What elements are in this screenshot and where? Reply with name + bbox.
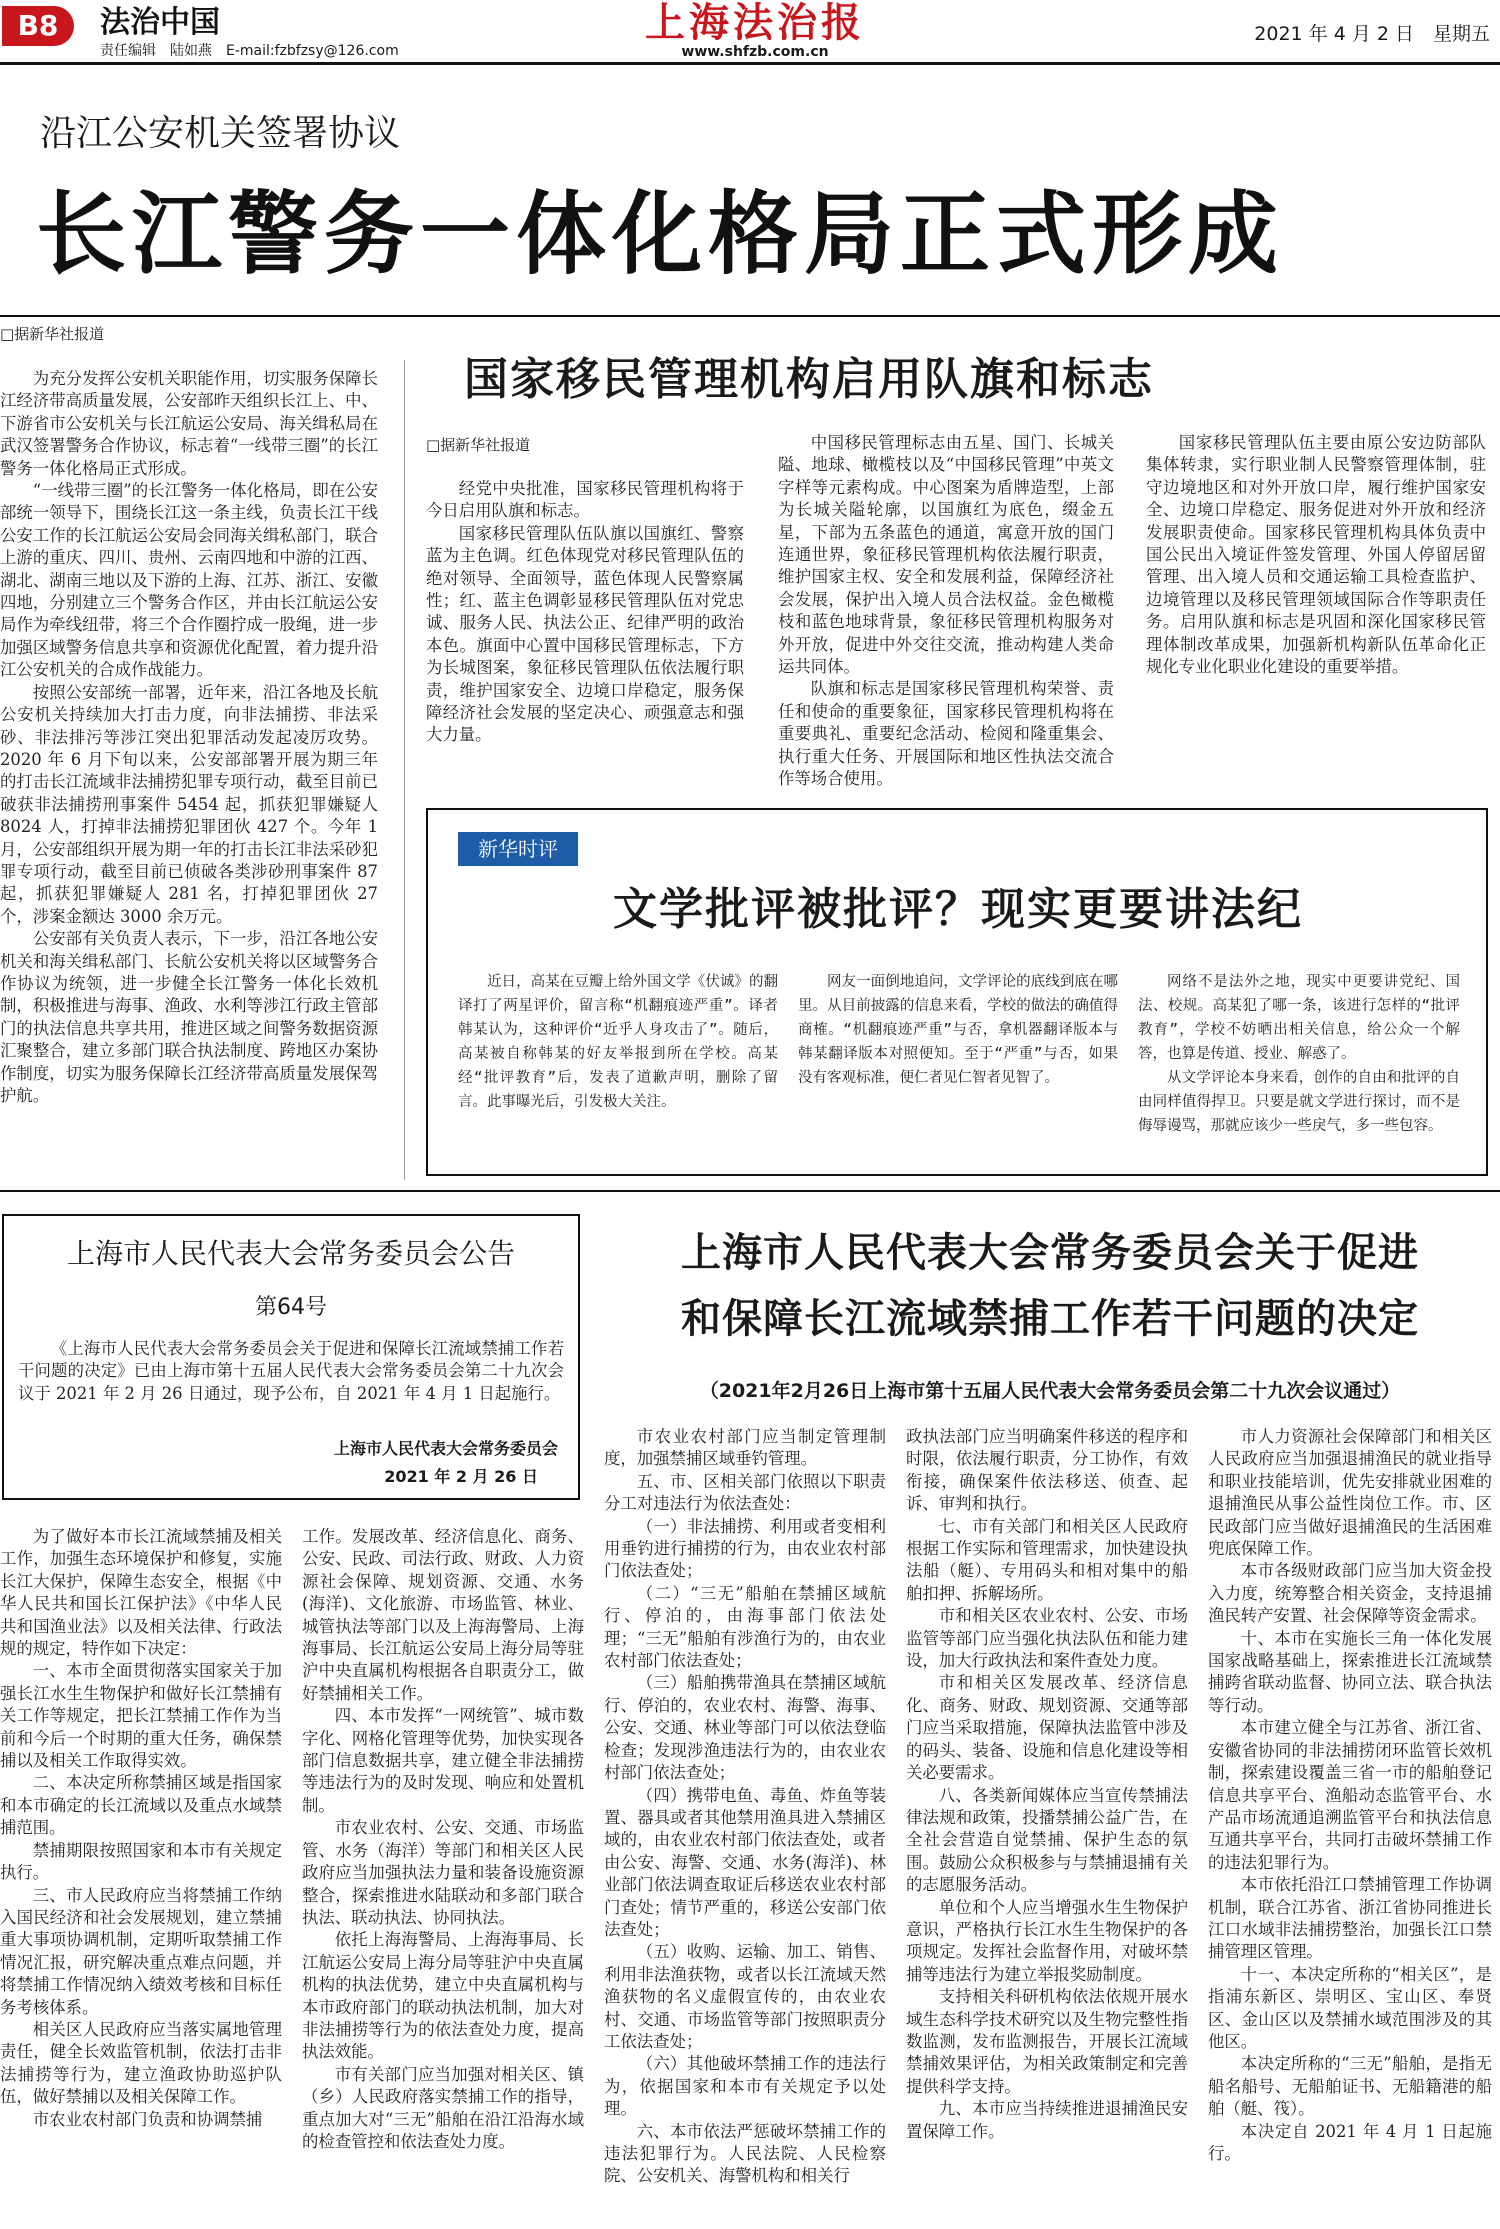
decision-paragraph: 本决定所称的“三无”船舶，是指无船名船号、无船舶证书、无船籍港的船舶（艇、筏）。 (1208, 2054, 1492, 2119)
decision-paragraph: 八、各类新闻媒体应当宣传禁捕法律法规和政策，投播禁捕公益广告，在全社会营造自觉禁捕、保护生态的氛围。鼓励公众积极参与与禁捕退捕有关的志愿服务活动。 (906, 1785, 1188, 1895)
lead-paragraph: “一线带三圈”的长江警务一体化格局，即在公安部统一领导下，围绕长江这一条主线，负责长江干线公安工作的长江航运公安局会同海关缉私部门，联合上游的重庆、四川、贵州、云南四地和中游的江西、湖北、湖南三地以及下游的上海、江苏、浙江、安徽四地，分别建立三个警务合作区，并由长江航运公安局作为牵线纽带，将三个合作圈拧成一股绳，进一步加强区域警务信息共享和资源优化配置，着力提升沿江公安机关的合成作战能力。 (0, 481, 378, 680)
announcement-text: 《上海市人民代表大会常务委员会关于促进和保障长江流域禁捕工作若干问题的决定》已由上海市第十五届人民代表大会常务委员会第二十九次会议于 2021 年 2 月 26 日通过，现予公布，自 2021 年 4 月 1 日起施行。 (18, 1339, 564, 1403)
commentary-col-1 (458, 970, 778, 1166)
immigration-paragraph: 国家移民管理队伍队旗以国旗红、警察蓝为主色调。红色体现党对移民管理队伍的绝对领导、全面领导，蓝色体现人民警察属性；红、蓝主色调彰显移民管理队伍对党忠诚、服务人民、执法公正、纪律严明的政治本色。旗面中心置中国移民管理标志，下方为长城图案，象征移民管理队伍依法履行职责，维护国家安全、边境口岸稳定，服务保障经济社会发展的坚定决心、顽强意志和强大力量。 (426, 523, 744, 745)
lead-paragraph: 为充分发挥公安机关职能作用，切实服务保障长江经济带高质量发展，公安部昨天组织长江上、中、下游省市公安机关与长江航运公安局、海关缉私局在武汉签署警务合作协议，标志着“一线带三圈”的长江警务一体化格局正式形成。 (0, 369, 378, 478)
decision-col-3 (604, 1426, 886, 2226)
lead-headline: 长江警务一体化格局正式形成 (36, 182, 1284, 287)
decision-title-line2: 和保障长江流域禁捕工作若干问题的决定 (681, 1296, 1419, 1342)
paper-website: www.shfzb.com.cn (681, 44, 829, 60)
announcement-title: 上海市人民代表大会常务委员会公告 (66, 1237, 515, 1270)
decision-paragraph: 二、本决定所称禁捕区域是指国家和本市确定的长江流域以及重点水域禁捕范围。 (0, 1773, 282, 1838)
decision-paragraph: 七、市有关部门和相关区人民政府根据工作实际和管理需求，加快建设执法船（艇）、专用码头和相对集中的船舶扣押、拆解场所。 (906, 1516, 1188, 1603)
announcement-body (18, 1338, 564, 1428)
decision-paragraph: 市农业农村部门负责和协调禁捕 (32, 2109, 263, 2129)
decision-paragraph: 本市依托沿江口禁捕管理工作协调机制，联合江苏省、浙江省协同推进长江口水域非法捕捞整治，加强长江口禁捕管理区管理。 (1208, 1875, 1492, 1962)
decision-paragraph: （四）携带电鱼、毒鱼、炸鱼等装置、器具或者其他禁用渔具进入禁捕区域的，由农业农村部门依法查处，或者由公安、海警、交通、水务(海洋)、林业部门依法调查取证后移送农业农村部门查处；情节严重的，移送公安部门依法查处； (604, 1785, 886, 1939)
commentary-tag: 新华时评 (458, 832, 578, 866)
decision-paragraph: （二）“三无”船舶在禁捕区域航行、停泊的，由海事部门依法处理；“三无”船舶有涉渔行为的，由农业农村部门依法查处； (604, 1583, 886, 1671)
immigration-paragraph: 中国移民管理标志由五星、国门、长城关隘、地球、橄榄枝以及“中国移民管理”中英文字样等元素构成。中心图案为盾牌造型，上部为长城关隘轮廓，以国旗红为底色，缀金五星，下部为五条蓝色的通道，寓意开放的国门连通世界，象征移民管理机构依法履行职责，维护国家主权、安全和发展利益，保障经济社会发展，保护出入境人员合法权益。金色橄榄枝和蓝色地球背景，象征移民管理机构服务对外开放，促进中外交往交流，推动构建人类命运共同体。 (778, 433, 1114, 677)
decision-paragraph: 为了做好本市长江流域禁捕及相关工作，加强生态环境保护和修复，实施长江大保护，保障生态安全，根据《中华人民共和国长江保护法》《中华人民共和国渔业法》以及相关法律、行政法规的规定，特作如下决定： (0, 1527, 282, 1659)
immigration-paragraph: 经党中央批准，国家移民管理机构将于今日启用队旗和标志。 (426, 479, 744, 521)
decision-paragraph: 一、本市全面贯彻落实国家关于加强长江水生生物保护和做好长江禁捕有关工作等规定，把长江禁捕工作作为当前和今后一个时期的重大任务，确保禁捕以及相关工作取得实效。 (0, 1661, 282, 1771)
masthead (0, 0, 1500, 62)
decision-paragraph: （五）收购、运输、加工、销售、利用非法渔获物，或者以长江流域天然渔获物的名义虚假宣传的，由农业农村、交通、市场监管等部门按照职责分工依法查处； (604, 1942, 886, 2051)
commentary-paragraph: 网友一面倒地追问，文学评论的底线到底在哪里。从目前披露的信息来看，学校的做法的确值得商榷。“机翻痕迹严重”与否，拿机器翻译版本与韩某翻译版本对照便知。至于“严重”与否，如果没有客观标准，便仁者见仁智者见智了。 (798, 974, 1118, 1086)
immigration-col-3 (1146, 432, 1486, 768)
decision-paragraph: 三、市人民政府应当将禁捕工作纳入国民经济和社会发展规划，建立禁捕重大事项协调机制，定期听取禁捕工作情况汇报，研究解决重点难点问题，并将禁捕工作情况纳入绩效考核和目标任务考核体系。 (0, 1885, 282, 2017)
commentary-paragraph: 从文学评论本身来看，创作的自由和批评的自由同样值得捍卫。只要是就文学进行探讨，而不是侮辱谩骂，那就应该少一些戾气，多一些包容。 (1138, 1070, 1460, 1134)
commentary-headline: 文学批评被批评？现实更要讲法纪 (613, 884, 1303, 935)
decision-paragraph: 依托上海海警局、上海海事局、长江航运公安局上海分局等驻沪中央直属机构的执法优势，建立中央直属机构与本市政府部门的联动执法机制，加大对非法捕捞等行为的依法查处力度，提高执法效能。 (302, 1930, 584, 2062)
decision-paragraph: 市人力资源社会保障部门和相关区人民政府应当加强退捕渔民的就业指导和职业技能培训，优先安排就业困难的退捕渔民从事公益性岗位工作。市、区民政部门应当做好退捕渔民的生活困难兜底保障工作。 (1208, 1427, 1492, 1559)
decision-col-5 (1208, 1426, 1492, 2226)
decision-col-2 (302, 1526, 584, 2226)
decision-subtitle: （2021年2月26日上海市第十五届人民代表大会常务委员会第二十九次会议通过） (699, 1380, 1401, 1402)
immigration-col-1 (426, 478, 744, 768)
announcement-box (2, 1214, 580, 1500)
page-number: B8 (17, 9, 59, 42)
decision-paragraph: 相关区人民政府应当落实属地管理责任，健全长效监管机制，依法打击非法捕捞等行为，建立渔政协助巡护队伍，做好禁捕以及相关保障工作。 (0, 2019, 282, 2107)
decision-paragraph: 支持相关科研机构依法依规开展水域生态科学技术研究以及生物完整性指数监测，发布监测报告，开展长江流域禁捕效果评估，为相关政策制定和完善提供科学支持。 (906, 1987, 1188, 2096)
lead-body (0, 368, 378, 1180)
immigration-byline: □据新华社报道 (426, 436, 531, 454)
editor-credit: 责任编辑 陆如燕 E-mail:fzbfzsy@126.com (100, 43, 399, 59)
decision-paragraph: （一）非法捕捞、利用或者变相利用垂钓进行捕捞的行为，由农业农村部门依法查处； (604, 1516, 886, 1581)
decision-paragraph: 六、本市依法严惩破坏禁捕工作的违法犯罪行为。人民法院、人民检察院、公安机关、海警机构和相关行 (604, 2121, 886, 2186)
decision-paragraph: 单位和个人应当增强水生生物保护意识，严格执行长江水生生物保护的各项规定。发挥社会监督作用，对破坏禁捕等违法行为建立举报奖励制度。 (906, 1897, 1188, 1984)
decision-col-1 (0, 1526, 282, 2226)
decision-paragraph: （六）其他破坏禁捕工作的违法行为，依据国家和本市有关规定予以处理。 (604, 2054, 886, 2119)
commentary-box (426, 808, 1488, 1176)
decision-paragraph: 市农业农村、公安、交通、市场监管、水务（海洋）等部门和相关区人民政府应当加强执法力量和装备设施资源整合，探索推进水陆联动和多部门联合执法、联动执法、协同执法。 (302, 1818, 584, 1927)
commentary-col-3 (1138, 970, 1460, 1166)
announcement-number: 第64号 (255, 1295, 327, 1320)
decision-paragraph: 四、本市发挥“一网统管”、城市数字化、网格化管理等优势，加快实现各部门信息数据共享，建立健全非法捕捞等违法行为的及时发现、响应和处置机制。 (302, 1706, 584, 1815)
decision-paragraph: 十、本市在实施长三角一体化发展国家战略基础上，探索推进长江流域禁捕跨省联动监督、协同立法、联合执法等行动。 (1208, 1628, 1492, 1715)
decision-paragraph: 市和相关区农业农村、公安、市场监管等部门应当强化执法队伍和能力建设，加大行政执法和案件查处力度。 (906, 1606, 1188, 1671)
announcement-date: 2021 年 2 月 26 日 (384, 1467, 538, 1486)
decision-paragraph: 本决定自 2021 年 4 月 1 日起施行。 (1208, 2121, 1492, 2163)
decision-paragraph: 本市各级财政部门应当加大资金投入力度，统筹整合相关资金，支持退捕渔民转产安置、社会保障等资金需求。 (1208, 1561, 1492, 1626)
decision-paragraph: 市和相关区发展改革、经济信息化、商务、财政、规划资源、交通等部门应当采取措施，保障执法监管中涉及的码头、装备、设施和信息化建设等相关必要需求。 (906, 1673, 1188, 1783)
page-badge (2, 6, 74, 46)
lead-byline: □据新华社报道 (0, 325, 105, 343)
paper-logo: 上海法治报 (645, 0, 865, 46)
decision-paragraph: 市有关部门应当加强对相关区、镇（乡）人民政府落实禁捕工作的指导，重点加大对“三无”船舶在沿江沿海水域的检查管控和依法查处力度。 (302, 2064, 584, 2151)
section-title: 法治中国 (100, 5, 220, 40)
decision-paragraph: 九、本市应当持续推进退捕渔民安置保障工作。 (906, 2099, 1188, 2141)
decision-paragraph: 十一、本决定所称的“相关区”，是指浦东新区、崇明区、宝山区、奉贤区、金山区以及禁捕水域范围涉及的其他区。 (1208, 1964, 1492, 2051)
commentary-paragraph: 近日，高某在豆瓣上给外国文学《伏诚》的翻译打了两星评价，留言称“机翻痕迹严重”。译者韩某认为，这种评价“近乎人身攻击了”。随后，高某被自称韩某的好友举报到所在学校。高某经“批评教育”后，发表了道歉声明，删除了留言。此事曝光后，引发极大关注。 (458, 974, 778, 1110)
decision-paragraph: 工作。发展改革、经济信息化、商务、公安、民政、司法行政、财政、人力资源社会保障、规划资源、交通、水务(海洋)、文化旅游、市场监管、林业、城管执法等部门以及上海海警局、上海海事局、长江航运公安局上海分局等驻沪中央直属机构根据各自职责分工，做好禁捕相关工作。 (302, 1527, 584, 1703)
lead-kicker: 沿江公安机关签署协议 (40, 113, 401, 154)
decision-paragraph: 禁捕期限按照国家和本市有关规定执行。 (0, 1840, 282, 1883)
commentary-paragraph: 网络不是法外之地，现实中更要讲党纪、国法、校规。高某犯了哪一条，该进行怎样的“批评教育”，学校不妨晒出相关信息，给公众一个解答，也算是传道、授业、解惑了。 (1138, 974, 1460, 1062)
decision-paragraph: 政执法部门应当明确案件移送的程序和时限，依法履行职责，分工协作，有效衔接，确保案件依法移送、侦查、起诉、审判和执行。 (906, 1427, 1188, 1514)
decision-col-4 (906, 1426, 1188, 2226)
lead-paragraph: 按照公安部统一部署，近年来，沿江各地及长航公安机关持续加大打击力度，向非法捕捞、非法采砂、非法排污等涉江突出犯罪活动发起凌厉攻势。2020 年 6 月下旬以来，公安部部署开展为期三年的打击长江流域非法捕捞犯罪专项行动，截至目前已破获非法捕捞刑事案件 5454 起，抓获犯罪嫌疑人 8024 人，打掉非法捕捞犯罪团伙 427 个。今年 1 月，公安部组织开展为期一年的打击长江非法采砂犯罪专项行动，截至目前已侦破各类涉砂刑事案件 87 起，抓获犯罪嫌疑人 281 名，打掉犯罪团伙 27 个，涉案金额达 3000 余万元。 (0, 682, 378, 926)
masthead-rule (0, 62, 1500, 65)
decision-paragraph: 本市建立健全与江苏省、浙江省、安徽省协同的非法捕捞闭环监管长效机制，探索建设覆盖三省一市的船舶登记信息共享平台、渔船动态监管平台、水产品市场流通追溯监管平台和执法信息互通共享平台，共同打击破坏禁捕工作的违法犯罪行为。 (1208, 1718, 1492, 1872)
decision-title-line1: 上海市人民代表大会常务委员会关于促进 (681, 1230, 1419, 1276)
section-rule (0, 1190, 1500, 1192)
decision-paragraph: 五、市、区相关部门依照以下职责分工对违法行为依法查处： (604, 1471, 886, 1514)
immigration-paragraph: 国家移民管理队伍主要由原公安边防部队集体转隶，实行职业制人民警察管理体制，驻守边境地区和对外开放口岸，履行维护国家安全、边境口岸稳定、服务促进对外开放和经济发展职责使命。国家移民管理机构具体负责中国公民出入境证件签发管理、外国人停留居留管理、出入境人员和交通运输工具检查监护、边境管理以及移民管理领域国际合作等职责任务。启用队旗和标志是巩固和深化国家移民管理体制改革成果，加强新机构新队伍革命化正规化专业化职业化建设的重要举措。 (1146, 433, 1486, 677)
lead-column-rule (404, 360, 405, 1180)
announcement-signer: 上海市人民代表大会常务委员会 (333, 1439, 558, 1458)
immigration-col-2 (778, 432, 1114, 789)
lead-paragraph: 公安部有关负责人表示，下一步，沿江各地公安机关和海关缉私部门、长航公安机关将以区域警务合作协议为统领，进一步健全长江警务一体化长效机制，积极推进与海事、渔政、水利等涉江行政主管部门的执法信息共享共用，推进区域之间警务数据资源汇聚整合，建立多部门联合执法制度、跨地区办案协作制度，切实为服务保障长江经济带高质量发展保驾护航。 (0, 929, 378, 1105)
decision-paragraph: 市农业农村部门应当制定管理制度，加强禁捕区域垂钓管理。 (604, 1427, 886, 1469)
immigration-headline: 国家移民管理机构启用队旗和标志 (464, 354, 1154, 405)
immigration-paragraph: 队旗和标志是国家移民管理机构荣誉、责任和使命的重要象征，国家移民管理机构将在重要典礼、重要纪念活动、检阅和隆重集会、执行重大任务、开展国际和地区性执法交流合作等场合使用。 (778, 679, 1114, 789)
lead-rule (0, 315, 1500, 317)
commentary-col-2 (798, 970, 1118, 1166)
issue-date: 2021 年 4 月 2 日 星期五 (1254, 23, 1490, 45)
decision-paragraph: （三）船舶携带渔具在禁捕区域航行、停泊的，农业农村、海警、海事、公安、交通、林业等部门可以依法登临检查；发现涉渔违法行为的，由农业农村部门依法查处； (604, 1673, 886, 1783)
